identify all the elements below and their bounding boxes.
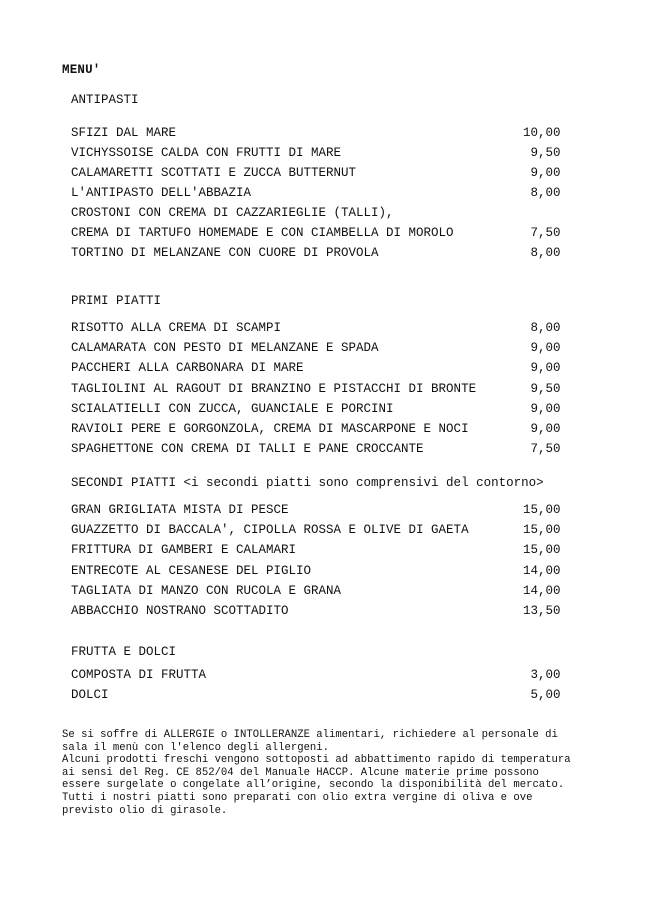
item-price: 9,00 xyxy=(530,166,561,180)
menu-item xyxy=(71,442,561,458)
menu-item xyxy=(71,402,561,418)
item-price: 7,50 xyxy=(530,226,561,240)
item-price: 15,00 xyxy=(523,523,561,537)
menu-item xyxy=(71,361,561,377)
item-price: 8,00 xyxy=(530,186,561,200)
item-price: 9,00 xyxy=(530,361,561,375)
item-price: 14,00 xyxy=(523,584,561,598)
item-name: VICHYSSOISE CALDA CON FRUTTI DI MARE xyxy=(71,146,342,160)
menu-item xyxy=(71,584,561,600)
item-price: 5,00 xyxy=(530,688,561,702)
menu-item xyxy=(71,564,561,580)
item-name: GUAZZETTO DI BACCALA', CIPOLLA ROSSA E OLIVE DI GAETA xyxy=(71,523,469,537)
item-name: COMPOSTA DI FRUTTA xyxy=(71,668,207,682)
item-price: 15,00 xyxy=(523,503,561,517)
menu-item xyxy=(71,382,561,398)
menu-item xyxy=(71,246,561,262)
item-price: 13,50 xyxy=(523,604,561,618)
item-name: CREMA DI TARTUFO HOMEMADE E CON CIAMBELLA DI MOROLO xyxy=(71,226,454,240)
item-name: DOLCI xyxy=(71,688,109,702)
item-name: SPAGHETTONE CON CREMA DI TALLI E PANE CROCCANTE xyxy=(71,442,424,456)
item-name: GRAN GRIGLIATA MISTA DI PESCE xyxy=(71,503,289,517)
section-title-antipasti: ANTIPASTI xyxy=(71,93,139,107)
section-title-dolci: FRUTTA E DOLCI xyxy=(71,645,177,659)
menu-item xyxy=(71,668,561,684)
menu-item xyxy=(71,126,561,142)
section-title-primi: PRIMI PIATTI xyxy=(71,294,162,308)
menu-item xyxy=(71,543,561,559)
menu-item xyxy=(71,186,561,202)
menu-item xyxy=(71,523,561,539)
item-price: 3,00 xyxy=(530,668,561,682)
menu-item xyxy=(71,604,561,620)
menu-item xyxy=(71,321,561,337)
item-name: ABBACCHIO NOSTRANO SCOTTADITO xyxy=(71,604,289,618)
item-price: 9,50 xyxy=(530,146,561,160)
item-name: ENTRECOTE AL CESANESE DEL PIGLIO xyxy=(71,564,312,578)
allergen-note: Se si soffre di ALLERGIE o INTOLLERANZE alimentari, richiedere al personale di sala il menù con l'elenco degli allergeni. Alcuni prodotti freschi vengono sottoposti ad abbattimento rapido di temperatura ai sensi del Reg. CE 852/04 del Manuale HACCP. Alcune materie prime possono essere surgelate o congelate all’origine, secondo la disponibilità del mercato. Tutti i nostri piatti sono preparati con olio extra vergine di oliva e ove previsto olio di girasole. xyxy=(62,729,571,817)
item-price: 9,00 xyxy=(530,422,561,436)
item-name: CALAMARETTI SCOTTATI E ZUCCA BUTTERNUT xyxy=(71,166,357,180)
item-price: 7,50 xyxy=(530,442,561,456)
item-price: 9,00 xyxy=(530,341,561,355)
item-price: 14,00 xyxy=(523,564,561,578)
item-name: FRITTURA DI GAMBERI E CALAMARI xyxy=(71,543,297,557)
menu-item xyxy=(71,206,561,222)
item-price: 8,00 xyxy=(530,321,561,335)
item-name: PACCHERI ALLA CARBONARA DI MARE xyxy=(71,361,304,375)
item-name: SFIZI DAL MARE xyxy=(71,126,177,140)
menu-item xyxy=(71,503,561,519)
menu-item xyxy=(71,226,561,242)
menu-item xyxy=(71,688,561,704)
item-name: TAGLIOLINI AL RAGOUT DI BRANZINO E PISTACCHI DI BRONTE xyxy=(71,382,477,396)
menu-item xyxy=(71,166,561,182)
item-name: RISOTTO ALLA CREMA DI SCAMPI xyxy=(71,321,282,335)
item-price: 9,50 xyxy=(530,382,561,396)
menu-item xyxy=(71,422,561,438)
item-name: RAVIOLI PERE E GORGONZOLA, CREMA DI MASCARPONE E NOCI xyxy=(71,422,469,436)
menu-item xyxy=(71,146,561,162)
item-name: TAGLIATA DI MANZO CON RUCOLA E GRANA xyxy=(71,584,342,598)
item-name: CROSTONI CON CREMA DI CAZZARIEGLIE (TALLI), xyxy=(71,206,394,220)
section-title-secondi: SECONDI PIATTI <i secondi piatti sono comprensivi del contorno> xyxy=(71,476,544,490)
item-price: 9,00 xyxy=(530,402,561,416)
item-name: L'ANTIPASTO DELL'ABBAZIA xyxy=(71,186,252,200)
item-price: 10,00 xyxy=(523,126,561,140)
item-name: TORTINO DI MELANZANE CON CUORE DI PROVOLA xyxy=(71,246,379,260)
menu-item xyxy=(71,341,561,357)
menu-title: MENU' xyxy=(62,63,101,77)
item-name: SCIALATIELLI CON ZUCCA, GUANCIALE E PORCINI xyxy=(71,402,394,416)
item-price: 8,00 xyxy=(530,246,561,260)
item-price: 15,00 xyxy=(523,543,561,557)
item-name: CALAMARATA CON PESTO DI MELANZANE E SPADA xyxy=(71,341,379,355)
